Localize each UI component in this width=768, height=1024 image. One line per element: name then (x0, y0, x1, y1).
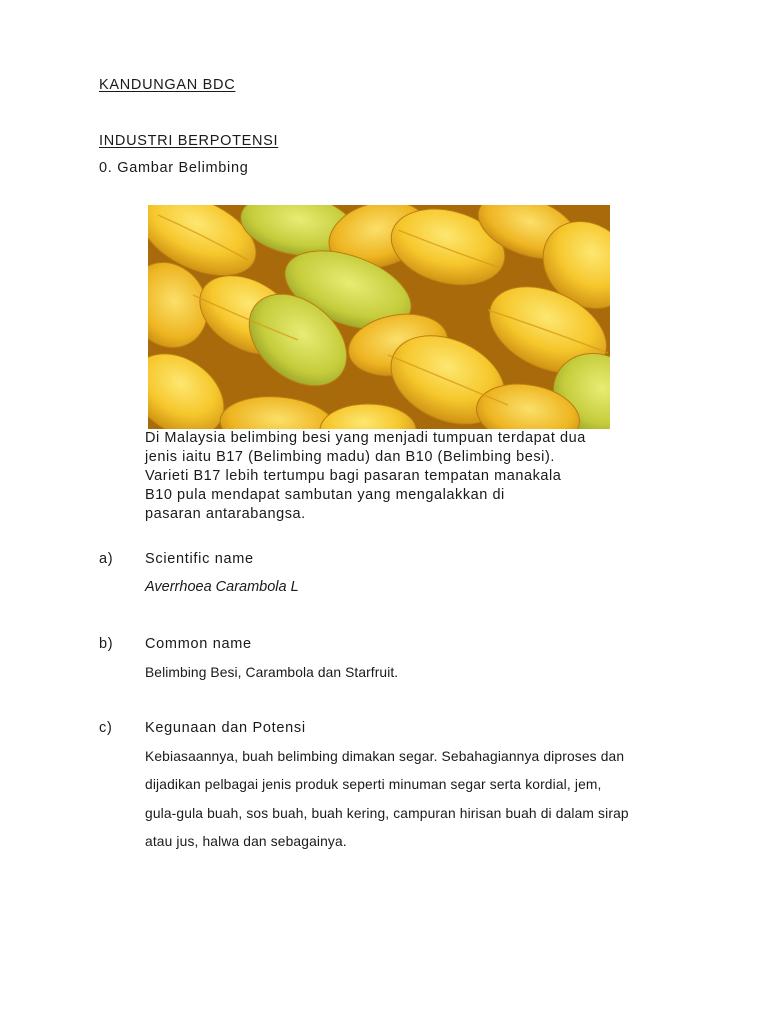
intro-paragraph (145, 429, 586, 524)
scientific-name-value: Averrhoea Carambola L (145, 579, 299, 595)
usage-line: dijadikan pelbagai jenis produk seperti minuman segar serta kordial, jem, (145, 777, 602, 792)
intro-line: Varieti B17 lebih tertumpu bagi pasaran tempatan manakala (145, 468, 562, 484)
figure-label: 0. Gambar Belimbing (99, 160, 249, 176)
section-title: Scientific name (145, 551, 254, 567)
usage-line: Kebiasaannya, buah belimbing dimakan segar. Sebahagiannya diproses dan (145, 749, 625, 764)
section-marker: c) (99, 720, 113, 736)
intro-line: jenis iaitu B17 (Belimbing madu) dan B10 (Belimbing besi). (145, 449, 555, 465)
intro-line: Di Malaysia belimbing besi yang menjadi tumpuan terdapat dua (145, 430, 586, 446)
usage-line: atau jus, halwa dan sebagainya. (145, 834, 347, 849)
common-name-value: Belimbing Besi, Carambola dan Starfruit. (145, 665, 399, 680)
usage-line: gula-gula buah, sos buah, buah kering, campuran hirisan buah di dalam sirap (145, 806, 629, 821)
section-heading: INDUSTRI BERPOTENSI (99, 133, 279, 149)
intro-line: pasaran antarabangsa. (145, 506, 306, 522)
intro-line: B10 pula mendapat sambutan yang mengalakkan di (145, 487, 505, 503)
starfruit-photo (148, 205, 610, 429)
document-heading: KANDUNGAN BDC (99, 77, 236, 93)
section-title: Kegunaan dan Potensi (145, 720, 306, 736)
section-marker: b) (99, 636, 114, 652)
section-marker: a) (99, 551, 114, 567)
section-title: Common name (145, 636, 252, 652)
